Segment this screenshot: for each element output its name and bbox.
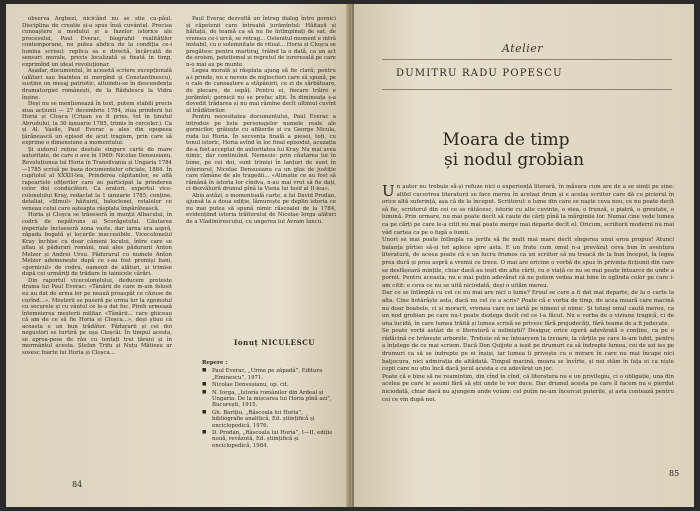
reference-item: ■ Paul Everac, „Urme pe zăpadă”, Editura „Eminescu”, 1971. (202, 368, 336, 381)
article-title (428, 130, 584, 170)
divider (382, 59, 672, 60)
drop-cap: U (382, 182, 395, 200)
paragraph: Abia astăzi, o momentuală carte, a lui David Prodan, ajunsă la a doua ediție, lămurește pe deplin istoria ce nu mai putea să spună nimic răscoalei de la 1784, evidențiind istoria trăitorului de Nicolae Iorga alături de a Vladimirescului, cu ungerea lui Avram Iancu. (186, 192, 336, 225)
paragraph: Horia și Cloșca se trăseseră în munții Albacului, în codrii de nepătruns ai Scorăgetului. Căutarea imperiale înciseseră zona vaste, dar iarna era aspră, zăpada bogată și locurile inaccesibile. Vicecolonelul Kray închise cu doar câmeni locului, între care se aflau și pădurari români, mai ales pădurarii Anton Melzer și Andrei Ursu. Pădurarul cu numele Anton Melzer ademenește după ce i-au fost promiși bani, «gornicul» de codru, oamenii de alături, și trimise după cei urmăriți de trădare în tainicele cărări. (22, 212, 172, 278)
paragraph: Și autorul reține destule singure carte de mare autoritate, de care o ave în 1969: Nicolae Densusianu, Revoluțiunea lui Horia în Transilvania și Ungaria 1784—1785 scrisă pe baza documentelor oficiale, 1884. În capitolul al XXXII-lea, Prinderea căpitanilor, se află rapoartele ofițerilor care au participat la prinderea celor doi conducători. Ca oratori, expertul vice-colonelului Kray, redactat la 1 ianuarie 1785, conține, detaliat, «filmul» hăituirii, baloclenei, retalelor ce veneau celui care așteapta răsplata împărătească. (22, 146, 172, 212)
left-column-1 (22, 16, 172, 356)
paragraph: Pentru necesitatea documentului, Paul Everac a introdus pe lista personajelor numele reale ale gornicilor, grăiește cu afilierile și cu George Nicula, ruda lui Horia. În secvența finală a piesei, toți, cu tonul istoric, Horia avînd în loc final episodul, acuzația de-a fost acceptat de autoritatea lui Kray. Nu mai avea nimic, dar continuînd. Nemesis: prin căutarea lui în lume, pe cei doi, sunt trimiși în lanțuri de sunt în interiorul, Nicolae Densusianu ca un glas de justiție care rămâne de ale tragedii... «Alimatie ce au fost să rămână în istoria lor cîndva, n-au mai vrut să fie dați, ci dezvăluiră drumul pînă la Viena lui Iosif al II-lea». (186, 114, 336, 193)
references-list (202, 368, 336, 449)
magazine-spread (6, 4, 694, 507)
paragraph: Unori se mai poate întîmpla ca jertfa să fie mult mai mare decît sîngerea unui erou propus! Atunci balanța pîrtiei să-și tot aplece spre asta. E un frate cum omul n-a prevăzut ceva bun în aventura literaturii, de aceea poate că e un lucru frumos ca un scriitor să nu treacă de la bun început, la legea prea dură și prea aspră a vremii ce trece. O mai are oricine o vorbă de spus în privința ficțiunii din care se desfășoară mințile, chiar dacă au ieșit din alte cărți, cu o viață ce nu se mai poate întoarce de unde a pornit. Pentru aceasta, nu e mai puțin adevărat că ne putem vedea mai bine în oglinda celor pe care i-am citit: e ceva ce nu se uită niciodată, deși o uităm mereu. (382, 237, 674, 289)
paragraph: Se poate vorbi astăzi de o literatură a neliniștii? Desigur, orice operă adevărată o conține, ca pe o rădăcină ce hrănește arborele. Trebuie să ne întoarcem la izvoare, la cărțile pe care le-am iubit, pentru a înțelege de ce mai scriem. Dacă Don Quijote a ieșit pe drumuri ca să îndrepte lumea, cei de azi ies pe drumuri ca să se îndrepte pe ei înșiși, iar lumea îi privește cu o mirare în care nu mai încape nici batjocura, nici admirația de altădată. Timpul macină, moara se învîrte, și noi stăm în fața ei ca niște copii care nu știu încă dacă jocul acesta e cu adevărat un joc. (382, 328, 674, 373)
paragraph-text: n autor nu trebuie să-și refuze nici o experiență literară, în măsura cum are de a se simți pe sine: altfel cucerirea literaturii se face mereu în același drum și e acelaș scriitor care dă cu piciorul în orice altă suferință, așa că de la început. Scriitorul: o lume din care se naște ceva nou, ce nu poate decît să fie, scriitorul din cei ce se rătăcesc, istorie cu alte cuvinte, o stea, o frunză, o piatră, o greutate, o lumină. Prin urmare, nu mai poate decît să caute de cărți pînă la mărginile lor. Numai cine vede lumea ca pe cărți pe care le-a citit nu mai poate merge mai departe decît el. Oricum, scriitorii moderni nu mai văd cartea ca pe o fugă a lumii. (382, 184, 674, 236)
page-number-left: 84 (72, 480, 83, 489)
paragraph: Deși nu se menționează în text, putem stabili precis ziua acțiunii — 27 decembrie 1784, ziua prinderii lui Horia și Cloșca (Crișan va fi prins, tot în ținutul Abrudului, la 30 ianuarie 1785, trimis în cerceler.). Ca și Al. Vasile, Paul Everac a ales din epopeea țărănească un episod de acut tragism, prin care să exprime o dimensiune a momentului. (22, 101, 172, 147)
reference-item: ■ Gh. Bariţiu, „Răscoala lui Horia”, bibliografie analitică, Ed. științifică și enciclopedică, 1976. (202, 410, 336, 429)
page-number-right: 85 (669, 469, 680, 478)
article-author: DUMITRU RADU POPESCU (396, 68, 563, 79)
references-title: Repere : (202, 360, 228, 366)
paragraph: Dar ce se întîmplă cu cel ce nu mai are nici o lume? Eroul se cere a fi dat mai departe, de la o carte la alta. Cine hotărăște asta, dacă nu cel ce a scris? Poate că e vorba de timp, de acea moară care macină nu doar boabele, ci și morarii, vremea care nu iartă pe nimeni și nimic. Și totuși omul caută mereu, ca un nod grobian pe care nu-l poate dezlega decît cel ce l-a făcut. Nu e vorba de o viziune tragică, ci de una lucidă, în care lumea trăită și lumea scrisă se privesc fără prejudecăți, fără teama de a fi judecate. (382, 290, 674, 327)
paragraph: Din raportul vicecolonelului, deducem proteste drama lui Paul Everac: «Tânării de care m-am folosit eu au dat de urma lor pe neauă proaspăt ce căzuse de curînd...». Meșterii se puseră pe urma lor la zgomotul cu securele și cu vântul ce le-a dat foc. Pireh urmează întemeierea meșterii militar. «Tânării... care ghiceau că am de ce să fie Horia și Cloșca...», deși știau că aceasta e un bun trădător. Pădurarii și cei doi negustori se turtiră pe ușa Cloșcăi. În timpul acesta, se aproa-pese de râu cu tentați trei țărani și în mormântul acesta. Ștefan Trifu și Nuțu Mătieșu ar sosesc foarte lui Horia și Cloșca... (22, 277, 172, 356)
paragraph: Așadar, documentul, în această scriere excepțională (alături sau înaintea ei mergînd și Constantinescu), susține un mesaj patriotic, altuindu-se în descendența dramaturgiei românești, de la Rădulescu la Vidra înșine. (22, 68, 172, 101)
left-column-2 (186, 16, 336, 226)
paragraph: Paul Everac dezvoltă un întreg dialog între gornici și căpetenii care întreabă jurămîntul: Hăitașii și hăitații, de teamă ca să nu fie întîmpinați de sat, de vremea ce-i urcă, se retrag... Ostenitul moment e intră instabil, cu o solemnitate de ritual... Horia și Cloșca se pregătesc pentru martiraj, trăind la o dată, ca un act de eroism, patetismul și regretul de iureresală pe care n-o mai au pe munte. (186, 16, 336, 68)
title-line: Moara de timp (442, 130, 570, 150)
divider (382, 89, 672, 90)
section-rubric: Atelier (502, 42, 543, 55)
reference-item: ■ N. Iorga, „Istoria românilor din Ardeal și Ungaria. De la mișcarea lui Horia pînă azi”, București, 1915. (202, 390, 336, 409)
paragraph: Legea morală și răsplata ajung să fie clară; pentru a-i prinde, nu e nevoie de mijlocitori care să spună, pe o cale de cunoaștere a stăpânirii, ce zi de sărbătoare, de plecare, de ospăț. Pentru ei, fiecare trăire e jurămînt; gornicii nu se prefac alții. În dimineața s-a dovedit trădarea și nu mai rămîne decît ultimul cuvînt al trădătorilor. (186, 68, 336, 114)
paragraph: observa Arghezi, nicicând nu se stie cu-păul. Disciplina de creatie și-a spus însă cuvântul. Precisa cunoaștere a modului și a fazelor istorice ale procesului, Paul Everac, biograful realităților contemporane, nu putea abdica de la condiția ce-i lumina scrisul: replica sa e directă, încărcată de sensuri morale, precis localizată și fixată în timp, exprimînd un ideal revoluționar. (22, 16, 172, 68)
left-page (6, 4, 348, 507)
reference-item: ■ Nicolae Densușianu, op. cit. (202, 382, 336, 388)
right-page (352, 4, 694, 507)
title-line: și nodul grobian (444, 150, 585, 170)
paragraph: Poate că e bine să ne reamintim, din cînd în cînd, că literatura nu e un privilegiu, ci o obligație, una din acelea pe care le asumi fără să știi unde te vor duce. Dar drumul acesta pe care îl facem nu e pierdut niciodată, chiar dacă nu ajungem unde voiam: cel puțin ne-am încercat puterile, și asta contează pentru cei ce vin după noi. (382, 373, 674, 403)
page-edge-rule (352, 4, 354, 507)
reference-item: ■ D. Prodan, „Răscoala lui Horia”, I—II, ediție nouă, revăzută, Ed. științifică și enciclopedică, 1984. (202, 430, 336, 449)
references-box (202, 360, 336, 450)
paragraph (382, 184, 674, 237)
author-signature: Ionuț NICULESCU (234, 338, 316, 347)
article-body (382, 184, 674, 404)
